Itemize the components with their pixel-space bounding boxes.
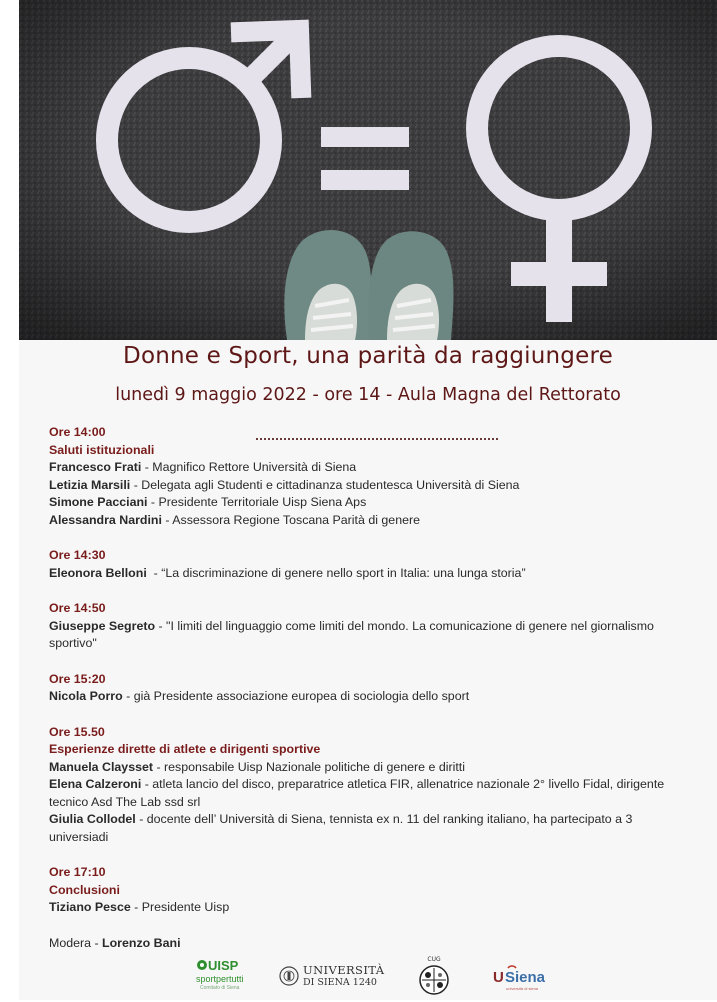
speaker-role: - già Presidente associazione europea di sociologia dello sport [122, 689, 470, 703]
speaker-role: - Presidente Uisp [130, 900, 230, 914]
speaker-line [49, 899, 709, 917]
program [49, 424, 709, 952]
talk-title: - “La discriminazione di genere nello sport in Italia: una lunga storia” [146, 565, 526, 580]
speaker-role: - Magnifico Rettore Università di Siena [141, 460, 357, 474]
unisi-line2: DI SIENA 1240 [303, 977, 377, 988]
speaker-line [49, 459, 709, 477]
slot-time: Ore 14:30 [49, 548, 106, 562]
slot-heading: Conclusioni [49, 882, 120, 897]
speaker-line [49, 512, 709, 530]
sponsor-logos [19, 955, 717, 1000]
unisi-logo [279, 955, 385, 995]
speaker-line [49, 759, 709, 777]
uisp-tagline: sportpertutti [196, 974, 244, 984]
speaker-name: Tiziano Pesce [49, 900, 131, 914]
usiena-logo [493, 955, 553, 995]
speaker-name: Alessandra Nardini [49, 512, 162, 527]
speaker-line [49, 565, 709, 583]
event-title: Donne e Sport, una parità da raggiungere [123, 343, 613, 369]
slot-time: Ore 14:00 [49, 425, 106, 439]
slot-time: Ore 15:20 [49, 671, 106, 686]
speaker-line [49, 811, 639, 846]
slot-time: Ore 17:10 [49, 865, 106, 879]
speaker-name: Letizia Marsili [49, 477, 131, 492]
speaker-line [49, 688, 709, 706]
speaker-line [49, 776, 669, 811]
speaker-role: - Assessora Regione Toscana Parità di genere [161, 512, 420, 527]
moderator-label: Modera - [49, 935, 103, 950]
moderator-name: Lorenzo Bani [102, 935, 181, 950]
speaker-name: Eleonora Belloni [49, 565, 147, 580]
hero-image [19, 0, 717, 340]
unisi-seal-icon [279, 965, 299, 987]
program-slot [49, 547, 709, 582]
unisi-line1: UNIVERSITÀ [303, 963, 385, 977]
speaker-role: - Presidente Territoriale Uisp Siena Aps [147, 495, 367, 509]
usiena-small: università di siena [506, 986, 539, 991]
speaker-name: Giuseppe Segreto [49, 618, 156, 633]
speaker-name: Simone Pacciani [49, 495, 148, 509]
uisp-mark-icon [196, 959, 208, 971]
slot-heading: Saluti istituzionali [49, 442, 155, 457]
usiena-siena: Siena [505, 969, 546, 986]
talk-title: - "I limiti del linguaggio come limiti del mondo. La comunicazione di genere nel giornalismo sportivo" [49, 618, 654, 650]
speaker-name: Nicola Porro [49, 689, 123, 703]
slot-time: Ore 14:50 [49, 601, 106, 615]
uisp-small: Comitato di Siena [200, 985, 240, 991]
usiena-u: U [493, 969, 504, 986]
speaker-name: Giulia Collodel [49, 812, 136, 826]
program-slot [49, 424, 709, 529]
slot-heading: Esperienze dirette di atlete e dirigenti sportive [49, 742, 321, 756]
speaker-role: - docente dell’ Università di Siena, tennista ex n. 11 del ranking italiano, ha partecipato a 3 universiadi [49, 812, 633, 844]
speaker-name: Francesco Frati [49, 460, 142, 474]
uisp-logo [196, 955, 256, 995]
speaker-line [49, 477, 709, 495]
cug-name: CUG [427, 956, 441, 963]
speaker-role: - atleta lancio del disco, preparatrice atletica FIR, allenatrice nazionale 2° livello Fidal, dirigente tecnico Asd The Lab ssd srl [49, 777, 665, 809]
program-slot [49, 600, 709, 653]
moderator-line [49, 935, 709, 953]
slot-time: Ore 15.50 [49, 724, 105, 739]
event-subtitle: lunedì 9 maggio 2022 - ore 14 - Aula Magna del Rettorato [115, 385, 621, 405]
cug-emblem-icon [417, 955, 451, 997]
program-slot [49, 864, 709, 917]
speaker-line [49, 618, 689, 653]
flyer-page [19, 0, 717, 1000]
speaker-name: Elena Calzeroni [49, 777, 142, 791]
cug-logo [417, 955, 451, 995]
uisp-name: UISP [208, 958, 239, 973]
program-slot [49, 671, 709, 706]
speaker-role: - responsabile Uisp Nazionale politiche di genere e diritti [153, 759, 465, 774]
speaker-name: Manuela Claysset [49, 759, 153, 774]
program-slot [49, 724, 709, 847]
speaker-line [49, 494, 709, 512]
asphalt-illustration [19, 0, 717, 340]
usiena-arc-icon [507, 961, 517, 969]
speaker-role: - Delegata agli Studenti e cittadinanza studentesca Università di Siena [130, 477, 520, 492]
